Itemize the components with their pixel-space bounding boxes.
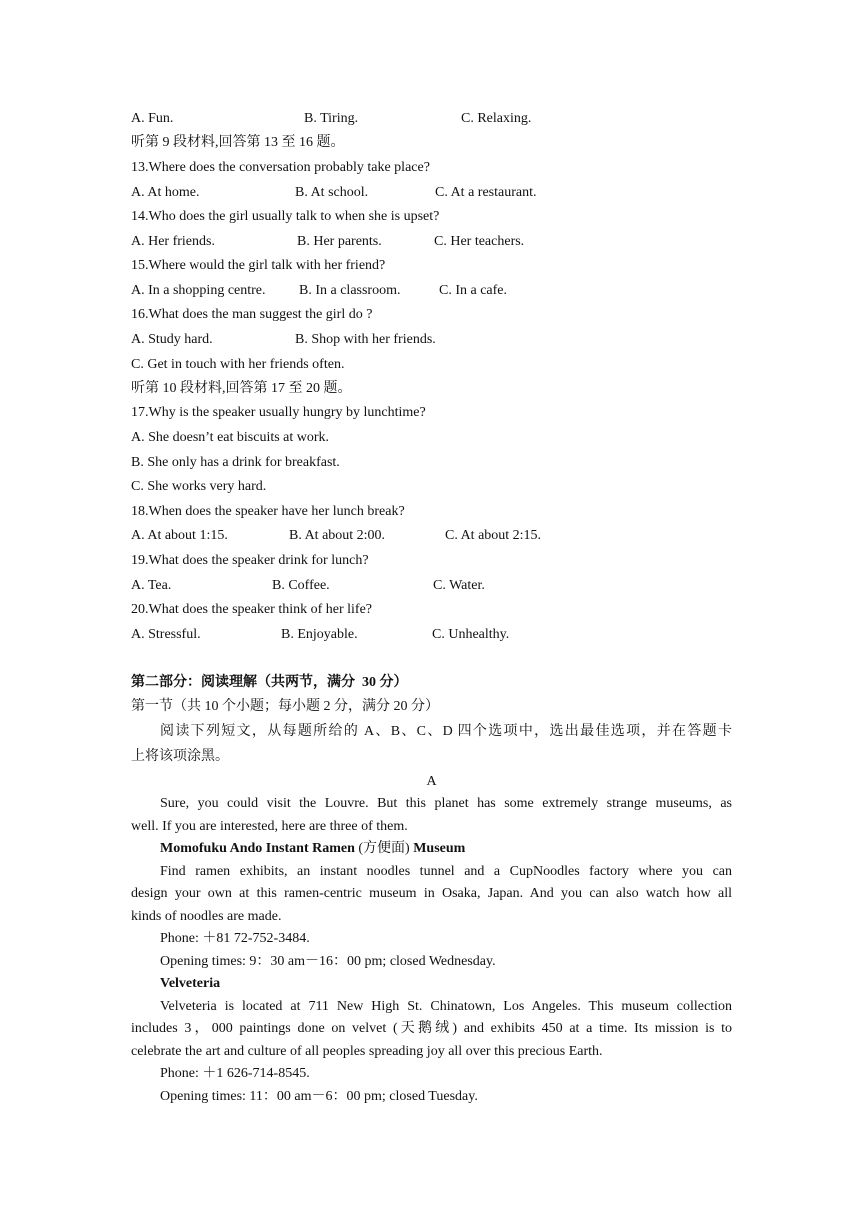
q17-stem: 17.Why is the speaker usually hungry by lunchtime? (131, 405, 426, 420)
museum1-desc-line1: Find ramen exhibits, an instant noodles tunnel and a CupNoodles factory where you can (160, 864, 732, 879)
reading-instructions-line1: 阅读下列短文，从每题所给的 A、B、C、D 四个选项中，选出最佳选项，并在答题卡 (160, 724, 732, 739)
section9-instruction: 听第 9 段材料,回答第 13 至 16 题。 (131, 135, 345, 150)
museum1-phone: Phone: ＋81 72-752-3484. (160, 931, 310, 946)
museum1-heading (160, 840, 465, 858)
museum2-desc-line3: celebrate the art and culture of all peoples spreading joy all over this precious Earth. (131, 1044, 603, 1059)
q16-stem: 16.What does the man suggest the girl do ? (131, 307, 373, 322)
q18-option-b: B. At about 2:00. (289, 528, 386, 543)
q18-option-a: A. At about 1:15. (131, 528, 228, 543)
q12-option-a: A. Fun. (131, 111, 174, 126)
q14-option-a: A. Her friends. (131, 234, 215, 249)
q19-option-a: A. Tea. (131, 578, 172, 593)
museum1-name-gloss: (方便面) (354, 841, 414, 856)
q17-option-a: A. She doesn’t eat biscuits at work. (131, 430, 330, 445)
q17-option-b: B. She only has a drink for breakfast. (131, 455, 340, 470)
q19-option-c: C. Water. (433, 578, 485, 593)
q14-option-b: B. Her parents. (297, 234, 382, 249)
q17-option-c: C. She works very hard. (131, 479, 267, 494)
museum1-name-suffix: Museum (413, 841, 466, 856)
q13-option-c: C. At a restaurant. (435, 185, 537, 200)
section-one-title: 第一节（共 10 个小题；每小题 2 分，满分 20 分） (131, 699, 439, 714)
q20-option-a: A. Stressful. (131, 627, 201, 642)
intro-line1: Sure, you could visit the Louvre. But this planet has some extremely strange museums, as (160, 796, 732, 811)
museum2-desc-line1: Velveteria is located at 711 New High St. Chinatown, Los Angeles. This museum collection (160, 999, 732, 1014)
q15-option-c: C. In a cafe. (439, 283, 508, 298)
q20-option-b: B. Enjoyable. (281, 627, 358, 642)
museum2-phone: Phone: ＋1 626-714-8545. (160, 1066, 310, 1081)
museum2-hours: Opening times: 11：00 am－6：00 pm; closed Tuesday. (160, 1089, 478, 1104)
q12-option-c: C. Relaxing. (461, 111, 532, 126)
q16-option-b: B. Shop with her friends. (295, 332, 436, 347)
q15-stem: 15.Where would the girl talk with her friend? (131, 258, 386, 273)
reading-instructions-line2: 上将该项涂黑。 (131, 749, 229, 764)
museum1-hours: Opening times: 9：30 am－16：00 pm; closed Wednesday. (160, 954, 496, 969)
q16-option-c: C. Get in touch with her friends often. (131, 357, 345, 372)
museum2-name: Velveteria (160, 976, 221, 991)
museum1-desc-line3: kinds of noodles are made. (131, 909, 282, 924)
q13-stem: 13.Where does the conversation probably take place? (131, 160, 430, 175)
q13-option-b: B. At school. (295, 185, 369, 200)
q14-stem: 14.Who does the girl usually talk to when she is upset? (131, 209, 440, 224)
museum1-name: Momofuku Ando Instant Ramen (160, 841, 355, 856)
q12-option-b: B. Tiring. (304, 111, 359, 126)
q15-option-b: B. In a classroom. (299, 283, 401, 298)
q20-stem: 20.What does the speaker think of her life? (131, 602, 373, 617)
q13-option-a: A. At home. (131, 185, 200, 200)
museum2-desc-line2: includes 3，000 paintings done on velvet (天鹅绒) and exhibits 450 at a time. Its mission is to (131, 1021, 732, 1036)
q19-stem: 19.What does the speaker drink for lunch? (131, 553, 369, 568)
museum1-desc-line2: design your own at this ramen-centric museum in Osaka, Japan. And you can also watch how all (131, 886, 732, 901)
part-two-title: 第二部分：阅读理解（共两节，满分 30 分） (131, 675, 408, 690)
q19-option-b: B. Coffee. (272, 578, 330, 593)
q16-option-a: A. Study hard. (131, 332, 213, 347)
q18-option-c: C. At about 2:15. (445, 528, 542, 543)
passage-label: A (426, 774, 437, 789)
q18-stem: 18.When does the speaker have her lunch break? (131, 504, 405, 519)
q14-option-c: C. Her teachers. (434, 234, 525, 249)
q15-option-a: A. In a shopping centre. (131, 283, 266, 298)
section10-instruction: 听第 10 段材料,回答第 17 至 20 题。 (131, 381, 352, 396)
q20-option-c: C. Unhealthy. (432, 627, 510, 642)
intro-line2: well. If you are interested, here are three of them. (131, 819, 408, 834)
